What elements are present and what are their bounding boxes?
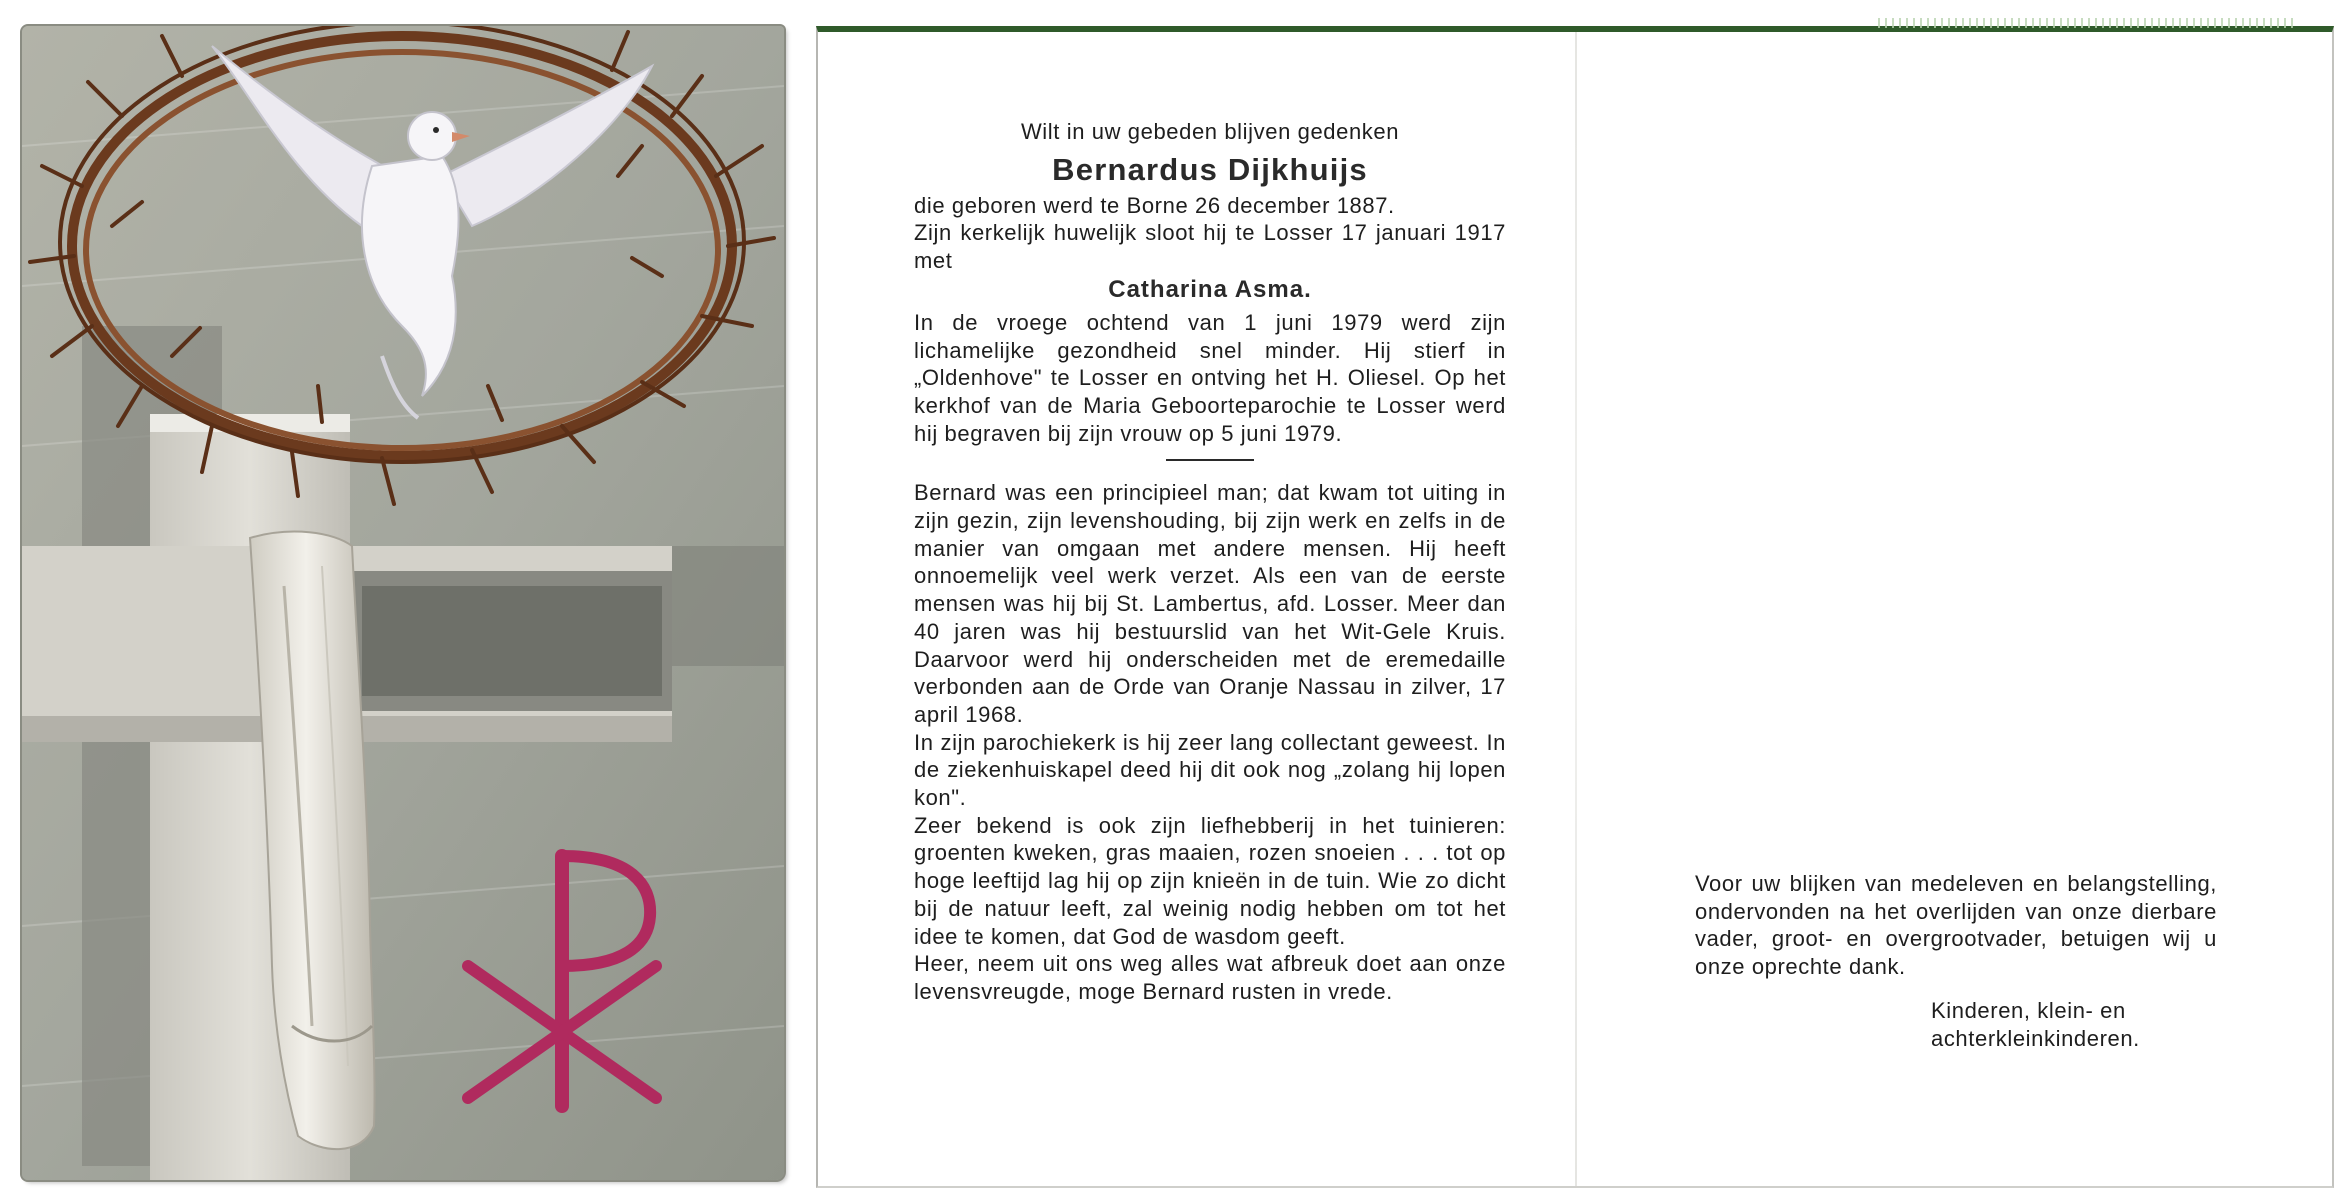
signature-line: achterkleinkinderen. [1931,1025,2140,1051]
biography-paragraph: In zijn parochiekerk is hij zeer lang collectant geweest. In de ziekenhuiskapel deed hij dit ook nog „zolang hij lopen kon". [914,729,1506,811]
marriage-line: Zijn kerkelijk huwelijk sloot hij te Losser 17 januari 1917 met [914,220,1506,274]
memorial-text-panel [914,118,1506,1006]
intro-line: Wilt in uw gebeden blijven gedenken [1020,119,1400,144]
memorial-card-text [816,26,2334,1188]
separator-line [1166,459,1254,461]
illustration-canvas [22,26,784,1180]
biography-paragraph: Zeer bekend is ook zijn liefhebberij in het tuinieren: groenten kweken, gras maaien, rozen snoeien . . . tot op hoge leeftijd lag hij op zijn knieën in de tuin. Wie zo dicht bij de natuur leeft, zal weinig nodig hebben om tot het idee te komen, dat God de wasdom geeft. [914,812,1506,949]
memorial-illustration [22,26,784,1180]
spouse-name: Catharina Asma. [1108,275,1312,303]
birth-line: die geboren werd te Borne 26 december 1887. [914,192,1395,218]
thanks-paragraph: Voor uw blijken van medeleven en belangstelling, ondervonden na het overlijden van onze dierbare vader, groot- en overgrootvader, betuigen wij u onze oprechte dank. [1695,871,2217,980]
prayer-paragraph: Heer, neem uit ons weg alles wat afbreuk doet aan onze levensvreugde, moge Bernard rusten in vrede. [914,951,1506,1004]
signature [1931,997,2217,1052]
print-speckle [1878,18,2298,28]
death-burial-paragraph: In de vroege ochtend van 1 juni 1979 werd zijn lichamelijke gezondheid snel minder. Hij stierf in „Oldenhove" te Losser en ontving het H. Oliesel. Op het kerkhof van de Maria Geboorteparochie te Losser werd hij begraven bij zijn vrouw op 5 juni 1979. [914,309,1506,446]
thanks-panel [1695,870,2217,1052]
signature-line: Kinderen, klein- en [1931,997,2126,1023]
biography-paragraph: Bernard was een principieel man; dat kwam tot uiting in zijn gezin, zijn levenshouding, bij zijn werk en zelfs in de manier van omgaan met andere mensen. Hij heeft onnoemelijk veel werk verzet. Als een van de eerste mensen was hij bij St. Lambertus, afd. Losser. Meer dan 40 jaren was hij bestuurslid van het Wit-Gele Kruis. Daarvoor werd hij onderscheiden met de eremedaille verbonden aan de Orde van Oranje Nassau in zilver, 17 april 1968. [914,480,1506,727]
deceased-name: Bernardus Dijkhuijs [1052,151,1368,187]
fold-line [1575,32,1577,1186]
